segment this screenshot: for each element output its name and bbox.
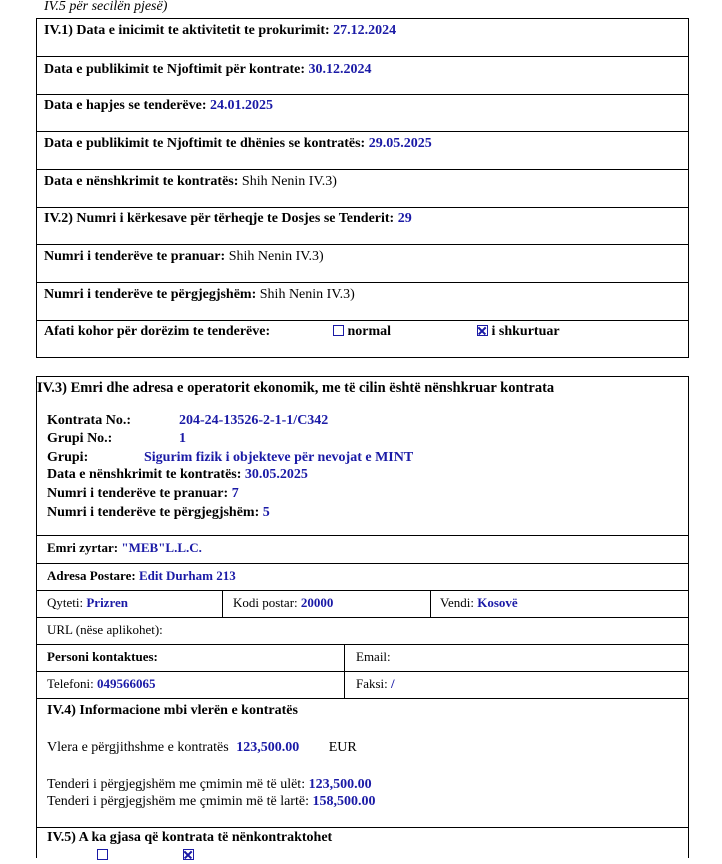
- subcontract-option-2[interactable]: [183, 848, 194, 864]
- contract-no-label: Kontrata No.:: [47, 413, 131, 428]
- contract-value-section-title: IV.4) Informacione mbi vlerën e kontratës: [47, 703, 298, 718]
- deadline-normal-option[interactable]: [333, 324, 391, 340]
- country-cell: [440, 595, 518, 611]
- tender-opening-date-value: 24.01.2025: [210, 98, 274, 113]
- group-no-label: Grupi No.:: [47, 431, 113, 446]
- postal-code-value: 20000: [300, 595, 334, 610]
- url-label: URL (nëse aplikohet):: [47, 622, 163, 637]
- checkbox-unchecked-icon[interactable]: [97, 849, 108, 860]
- total-value-label: Vlera e përgjithshme e kontratës: [47, 740, 229, 755]
- postal-code-cell: [233, 595, 333, 611]
- responsive-value: 5: [262, 505, 270, 520]
- accepted-label: Numri i tenderëve te pranuar:: [47, 486, 229, 501]
- lowest-price-label: Tenderi i përgjegjshëm me çmimin më të ulët:: [47, 777, 306, 792]
- phone-label: Telefoni:: [47, 676, 94, 691]
- lowest-price-row: [47, 777, 372, 793]
- responsive-tenders-label: Numri i tenderëve te përgjegjshëm:: [44, 287, 257, 302]
- highest-price-label: Tenderi i përgjegjshëm me çmimin më të lartë:: [47, 794, 309, 809]
- header-fragment: IV.5 për secilën pjesë): [44, 0, 168, 14]
- postal-address-value: Edit Durham 213: [138, 568, 236, 583]
- subcontract-option-1[interactable]: [97, 848, 108, 864]
- initiation-date-label: IV.1) Data e inicimit te aktivitetit te prokurimit:: [44, 23, 330, 38]
- award-notice-date-label: Data e publikimit te Njoftimit te dhënies se kontratës:: [44, 136, 366, 151]
- signing-date-row: [44, 174, 337, 190]
- award-notice-date-value: 29.05.2025: [368, 136, 432, 151]
- responsive-tenders-value: Shih Nenin IV.3): [259, 287, 355, 302]
- signing-date-value: Shih Nenin IV.3): [241, 174, 337, 189]
- checkbox-checked-icon[interactable]: [477, 325, 488, 336]
- contract-no-value: 204-24-13526-2-1-1/C342: [179, 413, 329, 428]
- sign-date-row: [47, 467, 308, 483]
- sign-date-label: Data e nënshkrimit te kontratës:: [47, 467, 242, 482]
- responsive-tenders-row: [44, 287, 355, 303]
- phone-cell: [47, 676, 156, 692]
- deadline-label: Afati kohor për dorëzim te tenderëve:: [44, 324, 271, 339]
- postal-code-label: Kodi postar:: [233, 595, 298, 610]
- deadline-short-label: i shkurtuar: [491, 324, 560, 339]
- checkbox-checked-icon[interactable]: [183, 849, 194, 860]
- email-label: Email:: [356, 649, 391, 664]
- contract-notice-date-label: Data e publikimit te Njoftimit për kontrate:: [44, 62, 306, 77]
- signing-date-label: Data e nënshkrimit te kontratës:: [44, 174, 239, 189]
- country-label: Vendi:: [440, 595, 474, 610]
- fax-value: /: [391, 676, 395, 691]
- withdrawal-requests-value: 29: [397, 211, 412, 226]
- total-value-row: [47, 740, 357, 756]
- withdrawal-requests-label: IV.2) Numri i kërkesave për tërheqje te Dosjes se Tenderit:: [44, 211, 395, 226]
- operator-section-title: IV.3) Emri dhe adresa e operatorit ekonomik, me të cilin është nënshkruar kontrata: [37, 380, 555, 396]
- accepted-tenders-label: Numri i tenderëve te pranuar:: [44, 249, 226, 264]
- city-label: Qyteti:: [47, 595, 84, 610]
- fax-cell: [356, 676, 395, 692]
- accepted-tenders-value: Shih Nenin IV.3): [228, 249, 324, 264]
- city-value: Prizren: [86, 595, 128, 610]
- accepted-row: [47, 486, 239, 502]
- contact-person-label: Personi kontaktues:: [47, 649, 158, 664]
- award-notice-date-row: [44, 136, 432, 152]
- postal-address-label: Adresa Postare:: [47, 568, 136, 583]
- group-label: Grupi:: [47, 450, 89, 465]
- phone-value: 049566065: [97, 676, 156, 691]
- checkbox-unchecked-icon[interactable]: [333, 325, 344, 336]
- highest-price-row: [47, 794, 375, 810]
- official-name-value: "MEB"L.L.C.: [121, 540, 202, 555]
- country-value: Kosovë: [477, 595, 518, 610]
- highest-price-value: 158,500.00: [312, 794, 376, 809]
- city-cell: [47, 595, 128, 611]
- contract-notice-date-row: [44, 62, 372, 78]
- fax-label: Faksi:: [356, 676, 388, 691]
- withdrawal-requests-row: [44, 211, 412, 227]
- responsive-row: [47, 505, 270, 521]
- tender-opening-date-label: Data e hapjes se tenderëve:: [44, 98, 207, 113]
- postal-address-row: [47, 568, 236, 584]
- group-no-value: 1: [179, 431, 186, 446]
- tender-opening-date-row: [44, 98, 273, 114]
- initiation-date-value: 27.12.2024: [333, 23, 397, 38]
- sign-date-value: 30.05.2025: [244, 467, 308, 482]
- accepted-value: 7: [231, 486, 239, 501]
- deadline-short-option[interactable]: [477, 324, 560, 340]
- total-value-currency: EUR: [328, 740, 357, 755]
- accepted-tenders-row: [44, 249, 324, 265]
- contract-notice-date-value: 30.12.2024: [308, 62, 372, 77]
- official-name-label: Emri zyrtar:: [47, 540, 119, 555]
- subcontract-section-title: IV.5) A ka gjasa që kontrata të nënkontraktohet: [47, 830, 333, 845]
- group-value: Sigurim fizik i objekteve për nevojat e MINT: [144, 450, 414, 465]
- total-value-amount: 123,500.00: [236, 740, 300, 755]
- responsive-label: Numri i tenderëve te përgjegjshëm:: [47, 505, 260, 520]
- deadline-normal-label: normal: [347, 324, 392, 339]
- lowest-price-value: 123,500.00: [308, 777, 372, 792]
- initiation-date-row: [44, 23, 396, 39]
- official-name-row: [47, 540, 202, 556]
